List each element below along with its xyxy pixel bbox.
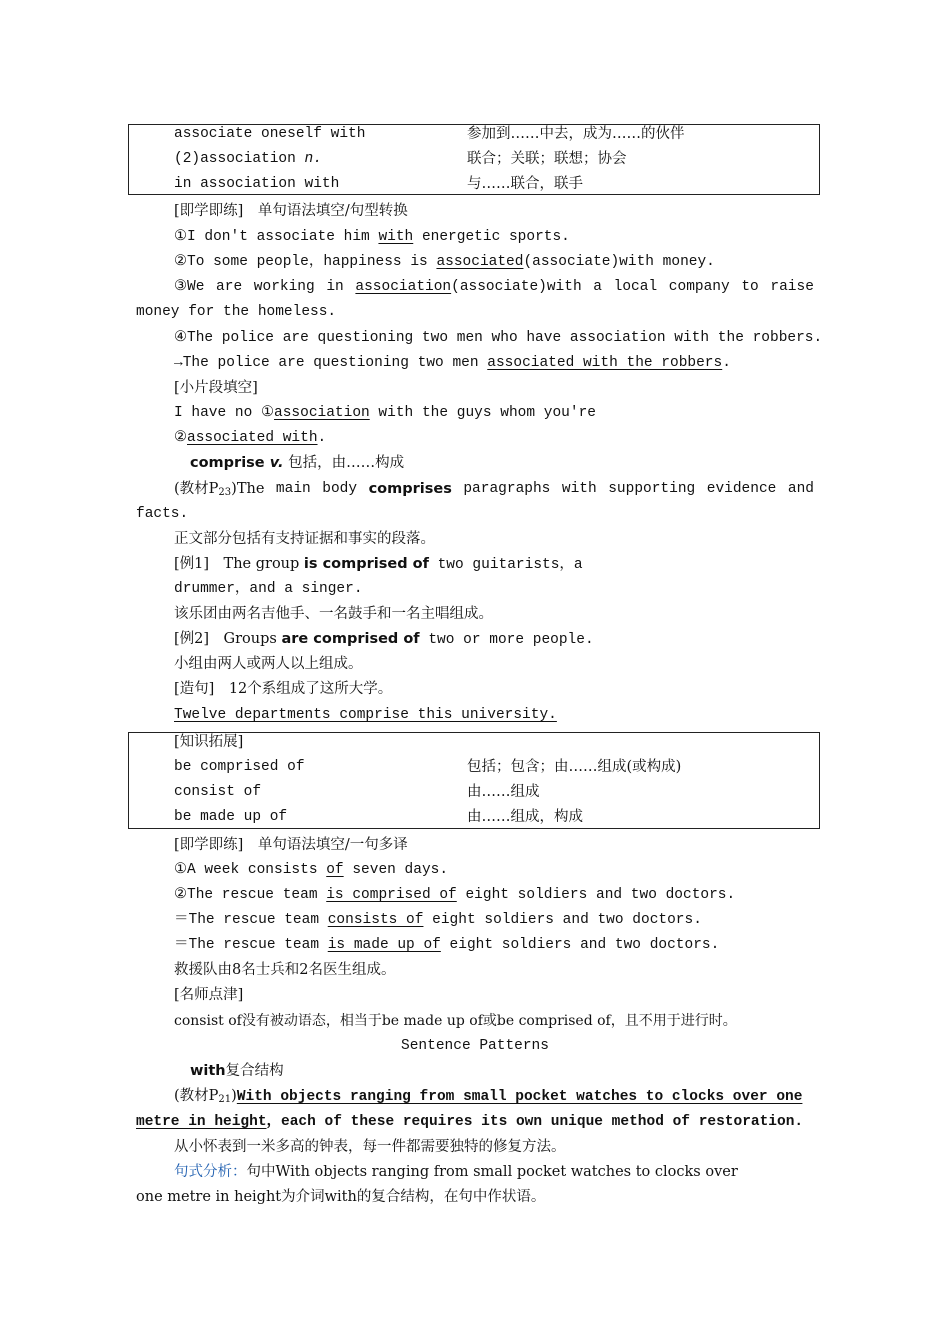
make-sentence-answer: Twelve departments comprise this university. [174, 707, 557, 723]
section-title: Sentence Patterns [401, 1038, 549, 1054]
analysis-cont: one metre in height为介词with的复合结构，在句中作状语。 [136, 1189, 546, 1205]
exercise-item: ③We are working in association(associate)with a local company to raise [0, 275, 950, 300]
answer: with [378, 229, 414, 245]
textbook-sentence: (教材$P_{21})With$ objects ranging from small pocket watches to clocks over one [174, 1088, 803, 1105]
exercise-item: ①I don't associate him with energetic sports. [174, 229, 570, 245]
pattern-label: with复合结构 [190, 1063, 284, 1079]
meaning: 参加到……中去，成为……的伙伴 [467, 126, 685, 142]
textbook-sentence-cont: facts. [136, 506, 189, 522]
answer: is comprised of [326, 887, 457, 903]
phrase: (2)association n. [174, 151, 322, 167]
translation: 小组由两人或两人以上组成。 [174, 656, 363, 672]
exercise-item: ④The police are questioning two men who have association with the robbers. [174, 330, 823, 346]
example-2: [例2] Groups are comprised of two or more people. [174, 631, 594, 648]
answer: associated [436, 254, 524, 270]
example-1: [例1] The group is comprised of two guitarists，a [174, 556, 583, 573]
exercise-item: ②The rescue team is comprised of eight soldiers and two doctors. [174, 887, 736, 903]
section-heading: [名师点津] [174, 987, 244, 1003]
exercise-item: ＝The rescue team is made up of eight soldiers and two doctors. [174, 937, 720, 953]
section-heading: [即学即练] 单句语法填空/句型转换 [174, 203, 408, 219]
section-heading: [小片段填空] [174, 380, 258, 396]
table-row [0, 147, 950, 172]
answer: is made up of [327, 937, 441, 953]
exercise-item: →The police are questioning two men associated with the robbers. [174, 355, 731, 371]
answer: of [326, 862, 344, 878]
translation: 正文部分包括有支持证据和事实的段落。 [174, 531, 435, 547]
exercise-item: ①A week consists of seven days. [174, 862, 449, 878]
analysis: 句式分析：句中With objects ranging from small pocket watches to clocks over [174, 1164, 738, 1180]
exercise-item-cont: money for the homeless. [136, 304, 337, 320]
box-heading: [知识拓展] [174, 734, 244, 750]
answer: association [274, 405, 370, 421]
meaning: 联合；关联；联想；协会 [467, 151, 627, 167]
phrase: in association with [174, 176, 340, 192]
translation: 从小怀表到一米多高的钟表，每一件都需要独特的修复方法。 [174, 1139, 566, 1155]
keyword-entry: comprise v. 包括，由……构成 [190, 455, 405, 471]
answer: associated with [187, 430, 318, 446]
translation: 救援队由8名士兵和2名医生组成。 [174, 962, 396, 978]
example-1-cont: drummer，and a singer. [174, 581, 363, 597]
textbook-sentence: (教材$P_{23})The$ main body comprises paragraphs with supporting evidence and [174, 481, 814, 498]
table-row: be made up of 由……组成，构成 [174, 809, 583, 825]
make-sentence: [造句] 12个系组成了这所大学。 [174, 681, 393, 697]
phrase: associate oneself with [174, 126, 366, 142]
textbook-sentence-cont: metre in height，each of these requires its own unique method of restoration. [136, 1114, 804, 1130]
section-heading: [即学即练] 单句语法填空/一句多译 [174, 837, 408, 853]
meaning: 与……联合，联手 [467, 176, 583, 192]
translation: 该乐团由两名吉他手、一名鼓手和一名主唱组成。 [174, 606, 493, 622]
answer: consists of [327, 912, 424, 928]
table-row: be comprised of 包括；包含；由……组成(或构成) [174, 759, 682, 775]
answer: association(associate)with [355, 279, 582, 295]
exercise-item: ②To some people，happiness is associated(associate)with money. [174, 254, 715, 270]
tip-text: consist of没有被动语态，相当于be made up of或be comprised of，且不用于进行时。 [174, 1013, 737, 1029]
answer: associated with the robbers [487, 355, 723, 371]
table-row [0, 172, 950, 197]
exercise-item: ＝The rescue team consists of eight soldiers and two doctors. [174, 912, 702, 928]
exercise-item: I have no ①association with the guys whom you're [174, 405, 596, 421]
table-row: consist of 由……组成 [174, 784, 540, 800]
table-row [0, 122, 950, 147]
exercise-item: ②associated with. [174, 430, 327, 446]
